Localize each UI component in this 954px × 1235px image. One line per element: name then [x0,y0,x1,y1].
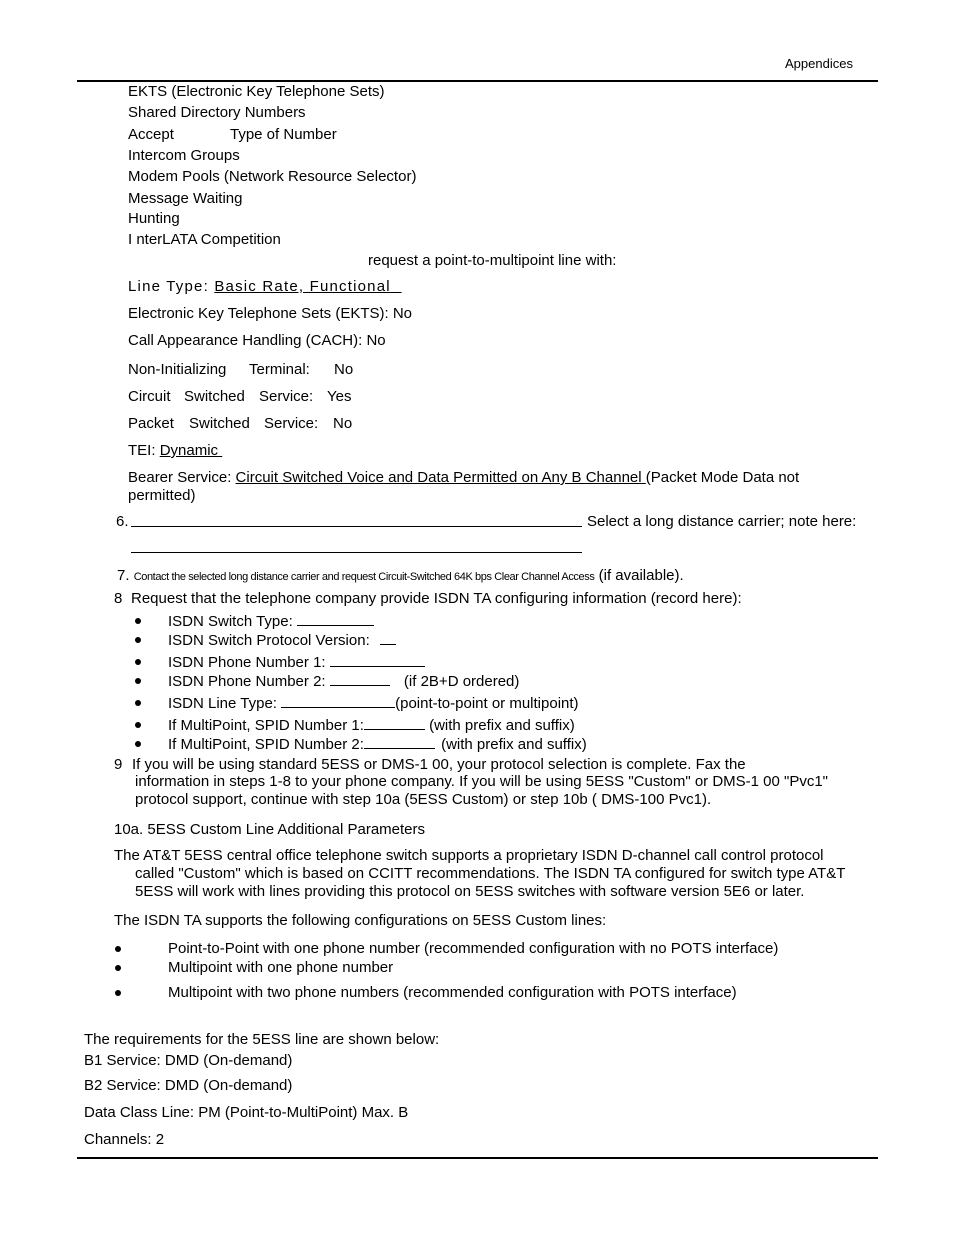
config-item-3: Multipoint with two phone numbers (recommended configuration with POTS interface) [168,984,737,1001]
packet-word1: Packet [128,415,174,432]
bullet-icon [135,618,141,624]
type-of-number-label: Type of Number [230,126,337,143]
item-spid-1 [168,716,575,735]
bullet-icon [135,678,141,684]
line-type-field[interactable] [281,694,395,708]
feature-modem-pools: Modem Pools (Network Resource Selector) [128,168,417,185]
non-init-value: No [334,361,354,378]
config-item-2: Multipoint with one phone number [168,959,394,976]
phone-number-2-field[interactable] [330,672,390,686]
requirement-b2: B2 Service: DMD (On-demand) [84,1077,293,1094]
requirement-b1: B1 Service: DMD (On-demand) [84,1052,293,1069]
bearer-value: Circuit Switched Voice and Data Permitted on Any B Channel [235,469,642,486]
step9-number: 9 [114,756,123,773]
step6-blank-line [131,513,582,532]
feature-hunting: Hunting [128,210,180,227]
tei-row [128,442,222,460]
request-line-text: request a point-to-multipoint line with: [368,252,617,269]
step7-text: Contact the selected long distance carrier and request Circuit-Switched 64K bps Clear Channel Access [133,571,595,583]
item-spid-2 [168,735,587,754]
step7-number: 7. [117,567,130,584]
footer-rule [77,1157,878,1159]
bullet-icon [135,722,141,728]
item-protocol-version [168,631,396,650]
bullet-icon [135,637,141,643]
item-switch-type [168,612,374,631]
requirement-data-class: Data Class Line: PM (Point-to-MultiPoint) Max. B [84,1104,409,1121]
item-line-type-suffix: (point-to-point or multipoint) [395,695,579,712]
item-spid-2-suffix: (with prefix and suffix) [441,736,587,753]
bearer-label: Bearer Service: [128,469,232,486]
step10a-para1-line1: The AT&T 5ESS central office telephone switch supports a proprietary ISDN D-channel call control protocol [114,847,824,864]
feature-shared-dn: Shared Directory Numbers [128,104,306,121]
step6-number: 6. [116,513,129,530]
bullet-icon [135,659,141,665]
non-init-label: Non-Initializing [128,361,227,378]
step6-blank-line-2 [131,539,582,558]
tei-value: Dynamic [159,442,219,459]
item-phone-number-2 [168,672,519,691]
step7-suffix: (if available). [598,567,684,584]
circuit-word1: Circuit [128,388,171,405]
bullet-icon [135,700,141,706]
feature-interlata: I nterLATA Competition [128,231,281,248]
item-line-type [168,694,579,713]
line-type-value: Basic Rate, Functional [214,278,391,295]
step8-number: 8 [114,590,123,607]
spid-1-field[interactable] [364,716,425,730]
config-item-1: Point-to-Point with one phone number (recommended configuration with no POTS interface) [168,940,779,957]
step7-row [117,567,684,586]
line-type-label: Line Type: [128,278,209,295]
line-type-row [128,278,402,296]
feature-ekts: EKTS (Electronic Key Telephone Sets) [128,83,385,100]
item-spid-1-suffix: (with prefix and suffix) [429,717,575,734]
circuit-value: Yes [327,388,352,405]
ekts-row: Electronic Key Telephone Sets (EKTS): No [128,305,413,322]
bullet-icon [115,946,121,952]
item-spid-2-label: If MultiPoint, SPID Number 2: [168,736,364,753]
protocol-version-field[interactable] [380,631,396,645]
feature-message-waiting: Message Waiting [128,190,243,207]
phone-number-1-field[interactable] [330,653,425,667]
bearer-note-cont: permitted) [128,487,196,504]
bearer-note: (Packet Mode Data not [645,469,800,486]
step10a-para2: The ISDN TA supports the following configurations on 5ESS Custom lines: [114,912,607,929]
packet-value: No [333,415,353,432]
item-phone-number-1 [168,653,425,672]
requirements-intro: The requirements for the 5ESS line are shown below: [84,1031,440,1048]
item-line-type-label: ISDN Line Type: [168,695,277,712]
step10a-para1-line3: 5ESS will work with lines providing this protocol on 5ESS switches with software version 5E6 or later. [135,883,805,900]
step6-text: Select a long distance carrier; note here: [587,513,857,530]
bearer-row [128,469,799,487]
packet-word2: Switched [189,415,250,432]
bullet-icon [115,965,121,971]
item-phone-number-2-label: ISDN Phone Number 2: [168,673,326,690]
feature-intercom: Intercom Groups [128,147,240,164]
non-init-terminal: Terminal: [249,361,310,378]
step10a-heading: 10a. 5ESS Custom Line Additional Parameters [114,821,426,838]
header-rule [77,80,878,82]
step9-line2: information in steps 1-8 to your phone company. If you will be using 5ESS "Custom" or DMS-1 00 "Pvc1" [135,773,829,790]
item-phone-number-2-suffix: (if 2B+D ordered) [403,673,520,690]
circuit-word3: Service: [259,388,314,405]
bullet-icon [115,990,121,996]
item-phone-number-1-label: ISDN Phone Number 1: [168,654,326,671]
item-protocol-version-label: ISDN Switch Protocol Version: [168,632,370,649]
circuit-word2: Switched [184,388,245,405]
cach-row: Call Appearance Handling (CACH): No [128,332,386,349]
header-section-title: Appendices [785,56,853,71]
item-spid-1-label: If MultiPoint, SPID Number 1: [168,717,364,734]
packet-word3: Service: [264,415,319,432]
bullet-icon [135,741,141,747]
tei-label: TEI: [128,442,156,459]
accept-label: Accept [128,126,174,143]
step9-line3: protocol support, continue with step 10a (5ESS Custom) or step 10b ( DMS-100 Pvc1). [135,791,712,808]
step9-line1: If you will be using standard 5ESS or DMS-1 00, your protocol selection is complete. Fax the [132,756,746,773]
spid-2-field[interactable] [364,735,435,749]
requirement-channels: Channels: 2 [84,1131,165,1148]
step10a-para1-line2: called "Custom" which is based on CCITT recommendations. The ISDN TA configured for switch type AT&T [135,865,846,882]
step8-text: Request that the telephone company provide ISDN TA configuring information (record here): [131,590,742,607]
item-switch-type-label: ISDN Switch Type: [168,613,293,630]
switch-type-field[interactable] [297,612,374,626]
